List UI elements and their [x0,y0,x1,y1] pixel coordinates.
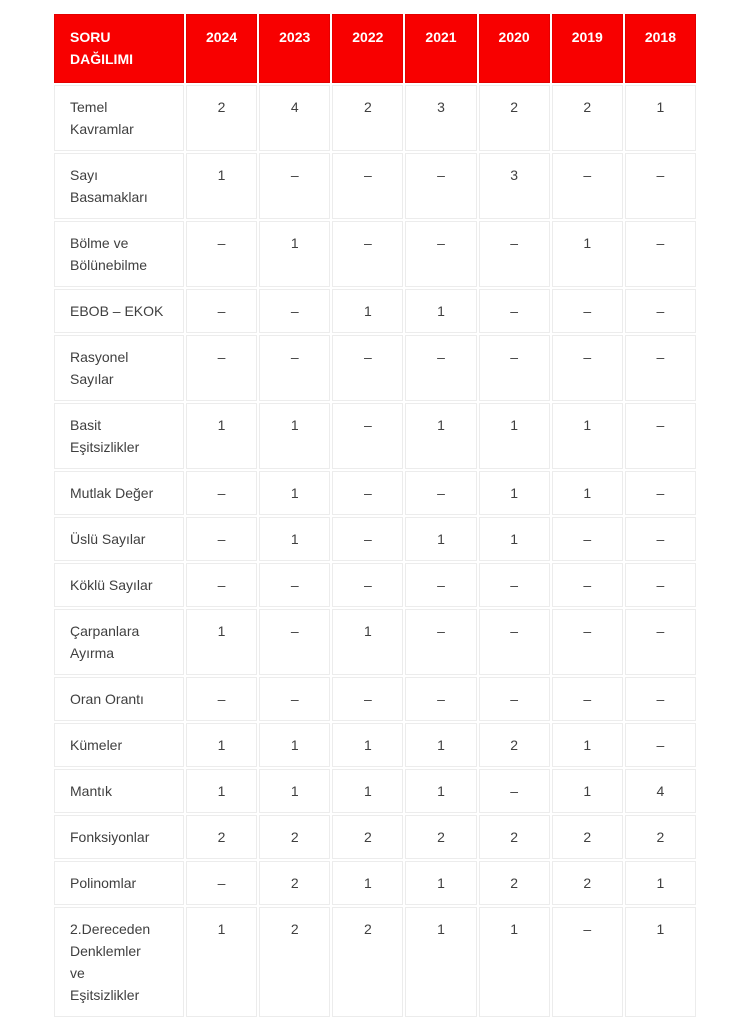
topic-cell [54,471,184,515]
table-row [54,153,696,219]
table-row [54,221,696,287]
value-cell: 1 [405,907,476,1017]
topic-label: Fonksiyonlar [70,829,150,845]
value-cell: – [405,563,476,607]
value-cell: 1 [186,907,257,1017]
value-cell: 1 [332,723,403,767]
topic-label: Basit Eşitsizlikler [70,417,140,455]
value-cell: – [479,677,550,721]
topic-cell [54,815,184,859]
table-row [54,563,696,607]
topic-label: Rasyonel Sayılar [70,349,129,387]
value-cell: – [259,563,330,607]
value-cell: – [332,153,403,219]
value-cell: 2 [332,815,403,859]
value-cell: 1 [479,403,550,469]
value-cell: – [479,335,550,401]
value-cell: – [186,289,257,333]
value-cell: – [332,471,403,515]
value-cell: 2 [332,907,403,1017]
value-cell: – [552,517,623,561]
value-cell: – [625,289,696,333]
value-cell: 1 [405,403,476,469]
value-cell: – [625,517,696,561]
topic-label: Üslü Sayılar [70,531,146,547]
value-cell: – [259,335,330,401]
value-cell: 1 [552,769,623,813]
topic-cell [54,609,184,675]
value-cell: – [625,609,696,675]
value-cell: – [625,221,696,287]
year-header: 2021 [405,14,476,83]
value-cell: 2 [552,861,623,905]
topic-label: Çarpanlara Ayırma [70,623,140,661]
topic-cell [54,221,184,287]
value-cell: 1 [625,861,696,905]
value-cell: 1 [332,861,403,905]
value-cell: – [552,609,623,675]
table-body [54,85,696,1017]
table-row [54,677,696,721]
value-cell: – [186,861,257,905]
value-cell: 1 [552,403,623,469]
value-cell: 3 [479,153,550,219]
value-cell: 1 [259,403,330,469]
value-cell: – [186,677,257,721]
value-cell: 2 [479,723,550,767]
value-cell: 1 [186,769,257,813]
year-header: 2024 [186,14,257,83]
value-cell: – [405,335,476,401]
topic-label: 2.Dereceden Denklemler ve Eşitsizlikler [70,921,151,1003]
topic-label: Mutlak Değer [70,485,154,501]
value-cell: – [186,335,257,401]
value-cell: 1 [332,609,403,675]
table-row [54,609,696,675]
value-cell: – [186,563,257,607]
topic-cell [54,677,184,721]
value-cell: 1 [479,471,550,515]
value-cell: 1 [479,907,550,1017]
value-cell: 1 [186,153,257,219]
year-header: 2020 [479,14,550,83]
value-cell: – [552,153,623,219]
table-row [54,403,696,469]
value-cell: – [332,221,403,287]
table-row [54,861,696,905]
value-cell: 1 [552,723,623,767]
topic-cell [54,861,184,905]
value-cell: – [405,471,476,515]
value-cell: 1 [259,221,330,287]
value-cell: – [259,153,330,219]
value-cell: – [332,335,403,401]
value-cell: 2 [625,815,696,859]
value-cell: 1 [552,471,623,515]
value-cell: 2 [479,815,550,859]
value-cell: 1 [405,861,476,905]
value-cell: – [552,563,623,607]
value-cell: – [552,907,623,1017]
year-header: 2023 [259,14,330,83]
topic-cell [54,153,184,219]
value-cell: 1 [332,289,403,333]
value-cell: – [186,471,257,515]
value-cell: – [625,153,696,219]
topic-label: Temel Kavramlar [70,99,134,137]
table-row [54,907,696,1017]
table-row [54,335,696,401]
value-cell: 2 [259,815,330,859]
table-row [54,769,696,813]
value-cell: – [259,677,330,721]
value-cell: – [552,677,623,721]
value-cell: 3 [405,85,476,151]
topic-label: Polinomlar [70,875,137,891]
value-cell: – [625,335,696,401]
topic-label: Bölme ve Bölünebilme [70,235,148,273]
topic-cell [54,517,184,561]
value-cell: – [405,221,476,287]
value-cell: 4 [259,85,330,151]
value-cell: 1 [625,907,696,1017]
value-cell: 1 [332,769,403,813]
value-cell: – [332,677,403,721]
topic-label: EBOB – EKOK [70,303,164,319]
soru-dagilimi-table [52,12,698,1019]
value-cell: – [479,769,550,813]
value-cell: 1 [625,85,696,151]
value-cell: 2 [332,85,403,151]
value-cell: – [405,609,476,675]
value-cell: 1 [405,723,476,767]
topic-label: Kümeler [70,737,123,753]
table-row [54,471,696,515]
topic-cell [54,403,184,469]
value-cell: – [259,609,330,675]
value-cell: – [186,221,257,287]
topic-cell [54,769,184,813]
value-cell: 2 [186,815,257,859]
value-cell: 2 [186,85,257,151]
value-cell: 1 [405,517,476,561]
value-cell: 1 [259,769,330,813]
value-cell: – [479,609,550,675]
table-row [54,517,696,561]
value-cell: – [479,221,550,287]
value-cell: – [625,471,696,515]
value-cell: 2 [552,815,623,859]
topic-label: Köklü Sayılar [70,577,153,593]
topic-cell [54,907,184,1017]
value-cell: 2 [479,861,550,905]
topic-cell [54,563,184,607]
value-cell: – [405,677,476,721]
value-cell: 1 [405,769,476,813]
value-cell: 2 [259,861,330,905]
value-cell: – [405,153,476,219]
table-row [54,85,696,151]
table-title: SORU DAĞILIMI [54,14,184,83]
table-row [54,289,696,333]
value-cell: 2 [405,815,476,859]
value-cell: 1 [552,221,623,287]
value-cell: – [625,723,696,767]
value-cell: – [479,289,550,333]
year-header: 2022 [332,14,403,83]
topic-cell [54,289,184,333]
topic-label: Sayı Basamakları [70,167,148,205]
value-cell: – [625,403,696,469]
table-header [54,14,696,83]
value-cell: 1 [259,517,330,561]
value-cell: 1 [259,723,330,767]
value-cell: – [625,563,696,607]
value-cell: – [625,677,696,721]
year-header: 2019 [552,14,623,83]
value-cell: – [552,289,623,333]
value-cell: 2 [259,907,330,1017]
value-cell: 4 [625,769,696,813]
value-cell: – [332,403,403,469]
value-cell: 1 [186,723,257,767]
table-row [54,815,696,859]
value-cell: – [552,335,623,401]
value-cell: – [186,517,257,561]
value-cell: – [259,289,330,333]
value-cell: – [479,563,550,607]
header-row [54,14,696,83]
value-cell: 1 [186,403,257,469]
value-cell: – [332,563,403,607]
value-cell: – [332,517,403,561]
topic-cell [54,85,184,151]
value-cell: 1 [479,517,550,561]
value-cell: 1 [405,289,476,333]
table-row [54,723,696,767]
value-cell: 2 [552,85,623,151]
value-cell: 2 [479,85,550,151]
topic-cell [54,723,184,767]
value-cell: 1 [186,609,257,675]
topic-cell [54,335,184,401]
topic-label: Oran Orantı [70,691,144,707]
value-cell: 1 [259,471,330,515]
topic-label: Mantık [70,783,113,799]
year-header: 2018 [625,14,696,83]
